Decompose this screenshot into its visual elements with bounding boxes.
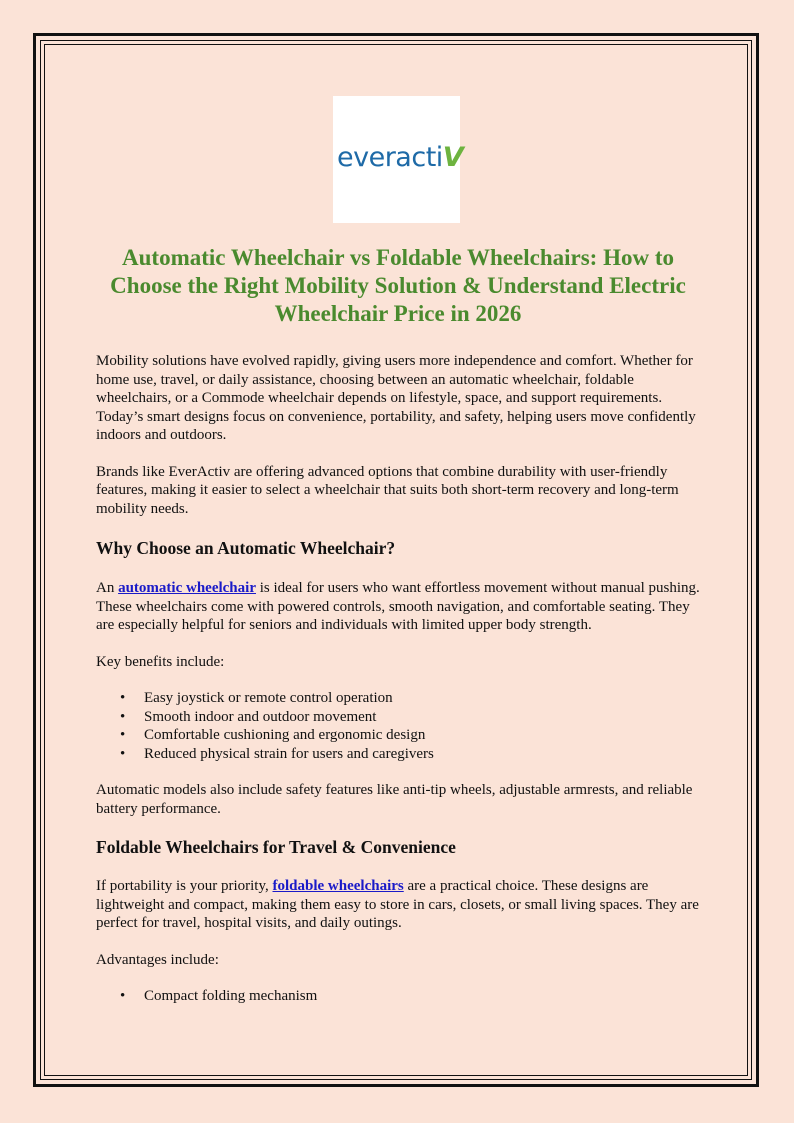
article-body [96,244,700,1006]
list-item: • Reduced physical strain for users and caregivers [144,745,700,764]
section-heading-foldable: Foldable Wheelchairs for Travel & Convenience [96,837,456,857]
foldable-paragraph-prefix: If portability is your priority, [96,878,273,894]
advantages-intro: Advantages include: [96,951,219,968]
list-item: • Smooth indoor and outdoor movement [144,708,700,727]
automatic-paragraph-suffix: is ideal for users who want effortless movement without manual pushing. These wheelchairs come with powered controls, smooth navigation, and comfortable seating. They are especially helpful for seniors and individuals with limited upper body strength. [96,580,700,633]
benefits-list [96,689,700,763]
foldable-paragraph-suffix: are a practical choice. These designs are lightweight and compact, making them easy to store in cars, closets, or small living spaces. They are perfect for travel, hospital visits, and daily outings. [96,878,699,931]
advantages-list [96,987,700,1006]
intro-paragraph-2: Brands like EverActiv are offering advanced options that combine durability with user-friendly features, making it easier to select a wheelchair that suits both short-term recovery and long-term mobility needs. [96,463,679,517]
list-item: • Comfortable cushioning and ergonomic design [144,726,700,745]
logo-text-accent: V [442,142,464,173]
list-item: • Compact folding mechanism [144,987,700,1006]
everactiv-logo [333,96,464,223]
logo-wordmark [337,142,464,173]
list-item: • Easy joystick or remote control operation [144,689,700,708]
benefits-intro: Key benefits include: [96,653,225,670]
logo-text-main: everacti [337,142,443,173]
automatic-safety-paragraph: Automatic models also include safety features like anti-tip wheels, adjustable armrests, and reliable battery performance. [96,782,693,817]
foldable-paragraph [96,877,700,933]
intro-paragraph-1: Mobility solutions have evolved rapidly, giving users more independence and comfort. Whether for home use, travel, or daily assistance, choosing between an automatic wheelchair, foldable wheelchairs, or a Commode wheelchair depends on lifestyle, space, and support requirements. Today’s smart designs focus on convenience, portability, and safety, helping users move confidently indoors and outdoors. [96,353,696,443]
foldable-wheelchairs-link[interactable]: foldable wheelchairs [272,878,404,894]
article-title: Automatic Wheelchair vs Foldable Wheelchairs: How to Choose the Right Mobility Solution & Understand Electric Wheelchair Price in 2026 [110,245,686,326]
automatic-paragraph-prefix: An [96,580,119,596]
section-heading-automatic: Why Choose an Automatic Wheelchair? [96,538,396,558]
automatic-wheelchair-link[interactable]: automatic wheelchair [118,580,256,596]
automatic-paragraph [96,579,700,635]
